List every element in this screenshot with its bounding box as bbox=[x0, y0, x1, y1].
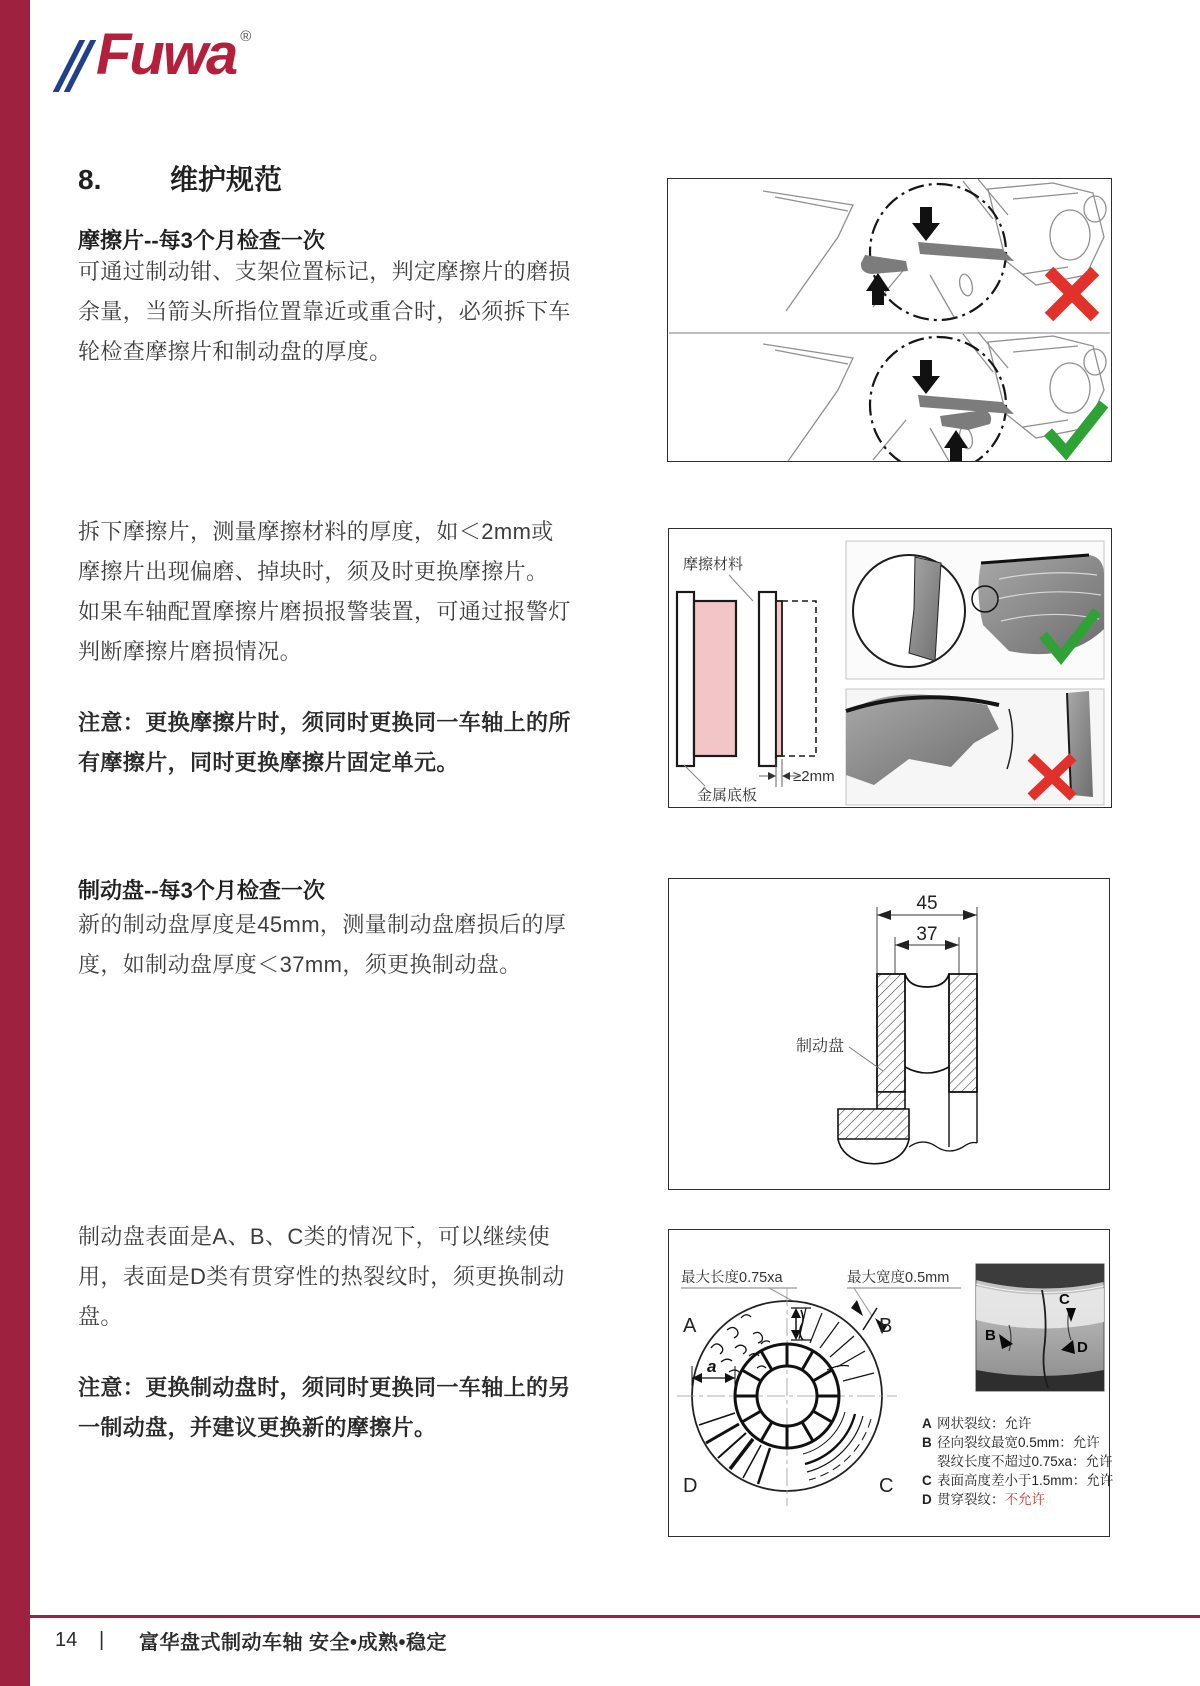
body-line: 摩擦片出现偏磨、掉块时，须及时更换摩擦片。 bbox=[78, 559, 549, 584]
caliper-wear-figure bbox=[667, 178, 1112, 462]
body-line: 制动盘表面是A、B、C类的情况下，可以继续使 bbox=[78, 1224, 551, 1249]
disc-surface-photo bbox=[976, 1264, 1104, 1391]
quadrant-c-label: C bbox=[879, 1475, 894, 1497]
pad-photo-broken bbox=[846, 689, 1104, 805]
note-line: 注意：更换摩擦片时，须同时更换同一车轴上的所 bbox=[78, 710, 571, 735]
body-line: 轮检查摩擦片和制动盘的厚度。 bbox=[78, 339, 392, 364]
friction-pad-paragraph-2 bbox=[78, 512, 571, 672]
disc-section-drawing bbox=[669, 879, 1109, 1189]
friction-material-figure bbox=[668, 528, 1112, 808]
brake-disc-paragraph-2 bbox=[78, 1217, 565, 1337]
brake-disc-paragraph-1 bbox=[78, 905, 566, 985]
check-icon bbox=[1048, 404, 1104, 452]
friction-material-label: 摩擦材料 bbox=[683, 556, 744, 573]
photo-c-label: C bbox=[1059, 1291, 1070, 1308]
body-line: 拆下摩擦片，测量摩擦材料的厚度，如＜2mm或 bbox=[78, 519, 554, 544]
section-title: 维护规范 bbox=[170, 164, 283, 195]
brake-disc-note bbox=[78, 1368, 571, 1448]
registered-mark: ® bbox=[240, 28, 252, 45]
body-line: 盘。 bbox=[78, 1304, 123, 1329]
max-width-label: 最大宽度0.5mm bbox=[847, 1270, 950, 1286]
backplate-label: 金属底板 bbox=[697, 787, 758, 804]
disc-label: 制动盘 bbox=[796, 1038, 845, 1055]
section-number: 8. bbox=[78, 164, 102, 195]
min-thickness-label: ≥2mm bbox=[793, 768, 835, 785]
crack-classification-figure bbox=[668, 1229, 1114, 1537]
logo-slashes-icon bbox=[66, 40, 88, 92]
legend-row: A 网状裂纹：允许 bbox=[922, 1416, 1032, 1431]
body-line: 新的制动盘厚度是45mm，测量制动盘磨损后的厚 bbox=[78, 912, 567, 937]
footer-rule bbox=[30, 1615, 1200, 1618]
max-length-label: 最大长度0.75xa bbox=[681, 1270, 783, 1286]
friction-material-drawing bbox=[669, 529, 1111, 807]
friction-pad-paragraph-1 bbox=[78, 252, 571, 372]
note-line: 有摩擦片，同时更换摩擦片固定单元。 bbox=[78, 750, 459, 775]
inner-thickness-dim: 37 bbox=[916, 924, 938, 945]
section-heading bbox=[78, 158, 282, 198]
legend-row: C 表面高度差小于1.5mm：允许 bbox=[922, 1473, 1114, 1488]
photo-d-label: D bbox=[1077, 1339, 1088, 1356]
note-line: 注意：更换制动盘时，须同时更换同一车轴上的另 bbox=[78, 1375, 571, 1400]
body-line: 如果车轴配置摩擦片磨损报警装置，可通过报警灯 bbox=[78, 599, 571, 624]
friction-pad-heading: 摩擦片--每3个月检查一次 bbox=[78, 228, 325, 253]
legend-row: D 贯穿裂纹：不允许 bbox=[922, 1492, 1045, 1507]
fuwa-logo bbox=[66, 22, 252, 92]
pad-photo-good bbox=[846, 541, 1104, 679]
quadrant-d-label: D bbox=[683, 1475, 698, 1497]
disc-section-figure bbox=[668, 878, 1110, 1190]
quadrant-a-label: A bbox=[683, 1315, 697, 1337]
legend-row: B 径向裂纹最宽0.5mm：允许 bbox=[922, 1435, 1100, 1450]
footer bbox=[55, 1626, 447, 1655]
brake-disc-heading: 制动盘--每3个月检查一次 bbox=[78, 878, 325, 903]
note-line: 一制动盘，并建议更换新的摩擦片。 bbox=[78, 1415, 437, 1440]
body-line: 判断摩擦片磨损情况。 bbox=[78, 639, 303, 664]
body-line: 度，如制动盘厚度＜37mm，须更换制动盘。 bbox=[78, 952, 522, 977]
logo-brand-text: Fuwa bbox=[96, 22, 237, 87]
caliper-wear-drawing bbox=[668, 179, 1111, 461]
footer-separator: | bbox=[99, 1629, 105, 1651]
photo-b-label: B bbox=[985, 1327, 996, 1344]
body-line: 可通过制动钳、支架位置标记，判定摩擦片的磨损 bbox=[78, 259, 571, 284]
crack-legend bbox=[922, 1414, 1113, 1509]
footer-slogan: 富华盘式制动车轴 安全•成熟•稳定 bbox=[139, 1632, 448, 1654]
quadrant-b-label: B bbox=[879, 1315, 893, 1337]
body-line: 余量，当箭头所指位置靠近或重合时，必须拆下车 bbox=[78, 299, 571, 324]
body-line: 用，表面是D类有贯穿性的热裂纹时，须更换制动 bbox=[78, 1264, 565, 1289]
legend-row: 裂纹长度不超过0.75xa：允许 bbox=[937, 1454, 1113, 1469]
outer-thickness-dim: 45 bbox=[916, 893, 938, 914]
page-number: 14 bbox=[55, 1629, 78, 1651]
left-accent-bar bbox=[0, 0, 30, 1686]
a-dim-label: a bbox=[707, 1357, 717, 1376]
friction-pad-note bbox=[78, 703, 571, 783]
